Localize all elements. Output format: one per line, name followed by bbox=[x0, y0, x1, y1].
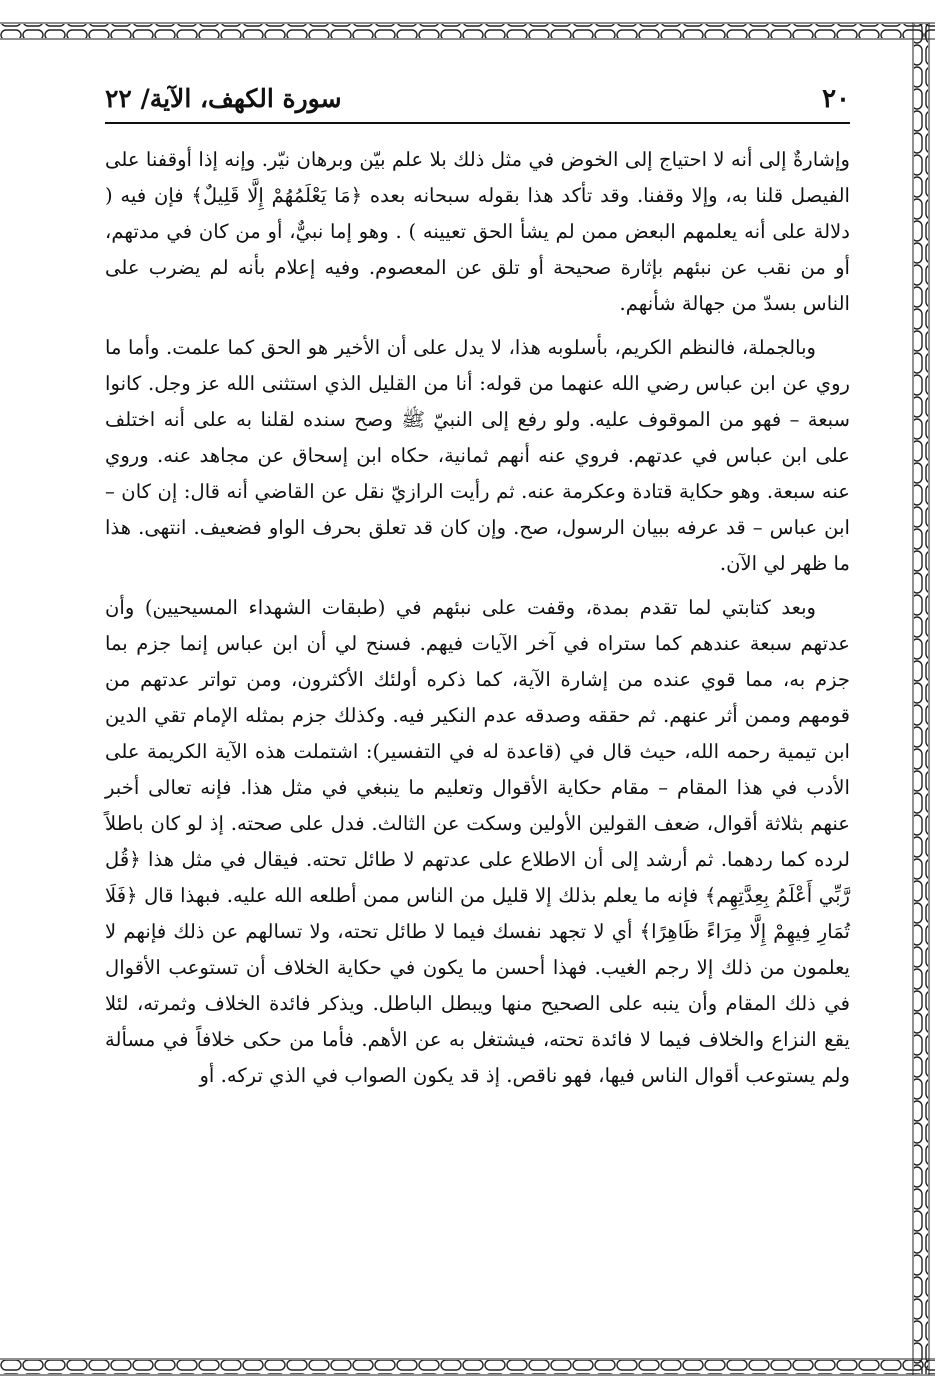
paragraph: وبعد كتابتي لما تقدم بمدة، وقفت على نبئهم في (طبقات الشهداء المسيحيين) وأن عدتهم سبعة عندهم كما ستراه في آخر الآيات فيهم. فسنح لي أن ابن عباس إنما جزم بما جزم به، مما قوي عنده من إشارة الآية، كما ذكره أولئك الأكثرون، ومن تواتر عدتهم من قومهم وممن أثر عنهم. ثم حققه وصدقه عدم النكير فيه. وكذلك جزم بمثله الإمام تقي الدين ابن تيمية رحمه الله، حيث قال في (قاعدة له في التفسير): اشتملت هذه الآية الكريمة على الأدب في هذا المقام – مقام حكاية الأقوال وتعليم ما ينبغي في مثل هذا. فإنه تعالى أخبر عنهم بثلاثة أقوال، ضعف القولين الأولين وسكت عن الثالث. فدل على صحته. إذ لو كان باطلاً لرده كما ردهما. ثم أرشد إلى أن الاطلاع على عدتهم لا طائل تحته. فيقال في مثل هذا ﴿قُل رَّبِّي أَعْلَمُ بِعِدَّتِهِم﴾ فإنه ما يعلم بذلك إلا قليل من الناس ممن أطلعه الله عليه. فبهذا قال ﴿فَلَا تُمَارِ فِيهِمْ إِلَّا مِرَاءً ظَاهِرًا﴾ أي لا تجهد نفسك فيما لا طائل تحته، ولا تسالهم عن ذلك فإنهم لا يعلمون من ذلك إلا رجم الغيب. فهذا أحسن ما يكون في حكاية الخلاف أن تستوعب الأقوال في ذلك المقام وأن ينبه على الصحيح منها ويبطل الباطل. ويذكر فائدة الخلاف وثمرته، لئلا يقع النزاع والخلاف فيما لا فائدة تحته، فيشتغل به عن الأهم. فأما من حكى خلافاً في مسألة ولم يستوعب أقوال الناس فيها، فهو ناقص. إذ قد يكون الصواب في الذي تركه. أو bbox=[105, 596, 850, 1087]
header-divider bbox=[105, 122, 850, 124]
page-number: ٢٠ bbox=[822, 84, 850, 114]
page-header bbox=[105, 78, 850, 122]
border-top bbox=[0, 24, 935, 38]
paragraph: وبالجملة، فالنظم الكريم، بأسلوبه هذا، لا يدل على أن الأخير هو الحق كما علمت. وأما ما روي عن ابن عباس رضي الله عنهما من قوله: أنا من القليل الذي استثنى الله عز وجل. كانوا سبعة – فهو من الموقوف عليه. ولو رفع إلى النبيّ ﷺ وصح سنده لقلنا به على أنه اختلف على ابن عباس في عدتهم. فروي عنه أنهم ثمانية، حكاه ابن إسحاق عن مجاهد عنه. وروي عنه سبعة. وهو حكاية قتادة وعكرمة عنه. ثم رأيت الرازيّ نقل عن القاضي أنه قال: إن كان – ابن عباس – قد عرفه ببيان الرسول، صح. وإن كان قد تعلق بحرف الواو فضعيف. انتهى. هذا ما ظهر لي الآن. bbox=[105, 336, 850, 575]
paragraph: وإشارةٌ إلى أنه لا احتياج إلى الخوض في مثل ذلك بلا علم بيّن وبرهان نيّر. وإنه إذا أوقفنا على الفيصل قلنا به، وإلا وقفنا. وقد تأكد هذا بقوله سبحانه بعده ﴿مَا يَعْلَمُهُمْ إِلَّا قَلِيلٌ﴾ فإن فيه ( دلالة على أنه يعلمهم البعض ممن لم يشأ الحق تعيينه ) . وهو إما نبيٌّ، أو من كان في مدتهم، أو من نقب عن نبئهم بإثارة صحيحة أو تلق عن المعصوم. وفيه إعلام بأنه لم يضرب على الناس بسدّ من جهالة شأنهم. bbox=[105, 148, 850, 315]
body-text bbox=[105, 142, 850, 1102]
running-title: سورة الكهف، الآية/ ٢٢ bbox=[105, 84, 342, 113]
border-bottom bbox=[0, 1360, 935, 1374]
border-right bbox=[914, 24, 928, 1374]
